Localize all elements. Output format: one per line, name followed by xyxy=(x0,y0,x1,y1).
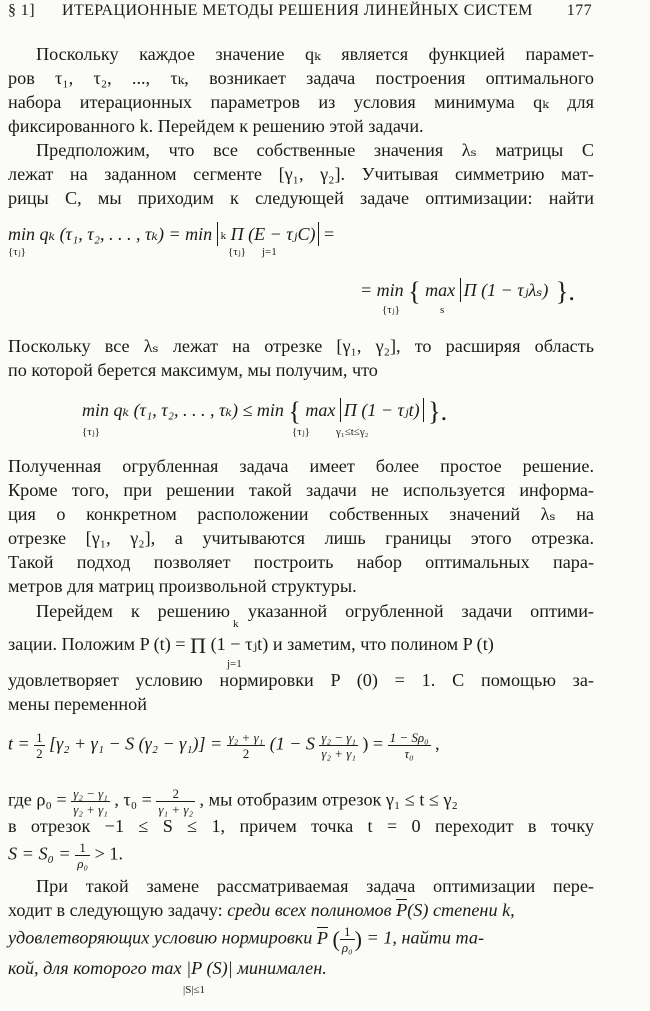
eq1-line2-abs xyxy=(460,278,552,302)
eq3-t: t = xyxy=(8,733,30,754)
para6-tau-frac xyxy=(156,786,195,817)
para7-line1: При такой замене рассматриваемая задача оптимизации пере- xyxy=(36,876,594,896)
para7-line3 xyxy=(8,924,484,955)
para6-s-num: 1 xyxy=(75,840,90,856)
para7-l3a: удовлетворяющих условию нормировки xyxy=(8,927,313,948)
para1-line4: фиксированного k. Перейдем к решению этой задачи. xyxy=(8,116,424,136)
eq1-brace-open: { xyxy=(408,276,421,306)
para7-l4a: кой, для которого xyxy=(8,958,147,978)
para6-l3a: S = S₀ = xyxy=(8,843,71,864)
para6-tau-num: 2 xyxy=(156,786,195,802)
eq3-half-num: 1 xyxy=(36,730,43,745)
para5-l2b: (1 − τⱼt) и заметим, что полином P (t) xyxy=(210,634,494,654)
eq3-frac2-den: 2 xyxy=(242,746,250,761)
para7-l2a: ходит в следующую задачу: xyxy=(8,900,223,920)
eq3-frac2 xyxy=(227,730,266,761)
para5-prod: Π xyxy=(190,632,207,658)
eq1-line2-body: Π (1 − τⱼλₛ) xyxy=(463,280,549,300)
eq1-line2-max: max xyxy=(425,280,456,300)
para6-l3b: > 1. xyxy=(94,843,124,864)
para6-l1b: , τ₀ = xyxy=(114,789,152,810)
para7-l2c: P xyxy=(396,900,408,920)
section-marker: § 1] xyxy=(8,2,35,19)
para6-rho-frac xyxy=(71,786,110,817)
eq3-frac3-num: γ₂ − γ₁ xyxy=(321,730,356,745)
para7-paren-open: ( xyxy=(332,926,340,952)
para1-line3: набора итерационных параметров из условия минимума qₖ для xyxy=(8,92,594,112)
eq3-frac3-den: γ₂ + γ₁ xyxy=(321,746,356,761)
para4-line5: Такой подход позволяет построить набор оптимальных пара- xyxy=(8,552,594,572)
para7-l4c: минимален. xyxy=(237,958,327,978)
eq1-lhs: min qₖ (τ₁, τ₂, . . . , τₖ) = min xyxy=(8,224,213,244)
para7-l2b: среди всех полиномов xyxy=(227,900,392,920)
para6-line3 xyxy=(8,840,123,871)
equation-1-line1 xyxy=(8,222,334,246)
para2-line1: Предположим, что все собственные значения λₛ матрицы C xyxy=(36,140,594,160)
eq1-rhs-sub: {τⱼ} xyxy=(228,246,246,258)
para7-l4b: |P (S)| xyxy=(186,958,233,978)
eq1-line2-end: }. xyxy=(555,276,575,306)
eq3-frac2-num: γ₂ + γ₁ xyxy=(228,730,264,745)
para3-line1: Поскольку все λₛ лежат на отрезке [γ₁, γ₂], то расширяя область xyxy=(8,336,594,356)
eq1-line2-sub: {τⱼ} xyxy=(382,304,400,316)
para6-l1a: где ρ₀ = xyxy=(8,789,67,810)
para4-line4: отрезке [γ₁, γ₂], а учитываются лишь границы этого отрезка. xyxy=(8,528,594,548)
eq2-end: }. xyxy=(428,396,448,426)
eq1-tail: = xyxy=(323,224,335,244)
eq3-frac4 xyxy=(388,730,431,761)
eq2-body: Π (1 − τⱼt) xyxy=(343,400,420,420)
para4-line3: ция о конкретном расположении собственных значений λₛ на xyxy=(8,504,594,524)
para2-line3: рицы C, мы приходим к следующей задаче оптимизации: найти xyxy=(8,188,594,208)
eq3-frac3 xyxy=(319,730,358,761)
eq2-lhs: min qₖ (τ₁, τ₂, . . . , τₖ) ≤ min xyxy=(82,400,284,420)
para6-line1 xyxy=(8,786,458,817)
eq2-lhs-sub: {τⱼ} xyxy=(82,426,100,438)
eq3-paren-end: ) = xyxy=(362,733,384,754)
para7-l2d: (S) степени k, xyxy=(407,900,515,920)
page-number: 177 xyxy=(566,2,592,19)
eq2-max-sub: γ₁≤t≤γ₂ xyxy=(336,426,369,438)
para5-line1: Перейдем к решению указанной огрубленной задачи оптими- xyxy=(36,601,594,621)
para1-line2: ров τ₁, τ₂, ..., τₖ, возникает задача построения оптимального xyxy=(8,68,594,88)
para7-num: 1 xyxy=(340,924,355,940)
para7-l3b: = 1, найти та- xyxy=(366,927,485,948)
para2-line2: лежат на заданном сегменте [γ₁, γ₂]. Учитывая симметрию мат- xyxy=(8,164,594,184)
running-title: ИТЕРАЦИОННЫЕ МЕТОДЫ РЕШЕНИЯ ЛИНЕЙНЫХ СИСТЕМ xyxy=(62,2,533,19)
para7-line4 xyxy=(8,956,327,980)
eq3-frac4-num: 1 − Sρ₀ xyxy=(389,730,429,745)
para5-line2 xyxy=(8,632,494,658)
eq3-mid: [γ₂ + γ₁ − S (γ₂ − γ₁)] = xyxy=(49,733,223,754)
equation-3 xyxy=(8,730,440,761)
eq3-half xyxy=(34,730,45,761)
para6-line2: в отрезок −1 ≤ S ≤ 1, причем точка t = 0 переходит в точку xyxy=(8,816,594,836)
eq1-line2-max-sub: s xyxy=(440,304,445,316)
para4-line6: метров для матриц произвольной структуры. xyxy=(8,576,357,596)
para7-paren-close: ) xyxy=(354,926,362,952)
eq3-half-den: 2 xyxy=(36,746,43,761)
para6-tau-den: γ₁ + γ₂ xyxy=(158,802,193,817)
eq1-norm-body: Π (E − τⱼC) xyxy=(230,224,316,244)
para7-l3p: P xyxy=(316,927,328,948)
para6-s-den: ρ₀ xyxy=(77,856,89,871)
para6-rho-num: γ₂ − γ₁ xyxy=(73,786,108,801)
para3-line2: по которой берется максимум, мы получим, что xyxy=(8,360,378,380)
eq3-paren: (1 − S xyxy=(269,733,315,754)
para5-l2a: зации. Положим P (t) = xyxy=(8,634,186,654)
eq2-abs xyxy=(340,398,424,422)
para6-s-frac xyxy=(75,840,90,871)
eq2-brace-open: { xyxy=(288,396,301,426)
eq2-rhs-sub: {τⱼ} xyxy=(292,426,310,438)
eq3-end: , xyxy=(435,733,440,754)
para5-line4: мены переменной xyxy=(8,694,147,714)
para7-frac xyxy=(340,924,355,955)
para5-prod-bottom: j=1 xyxy=(227,658,242,670)
equation-2 xyxy=(82,398,447,424)
eq2-max: max xyxy=(305,400,336,420)
para7-den: ρ₀ xyxy=(341,940,353,955)
para7-line2 xyxy=(8,898,515,922)
para7-max-sub: |S|≤1 xyxy=(183,984,206,996)
eq1-prod-top: k xyxy=(220,229,227,242)
para6-l1c: , мы отобразим отрезок γ₁ ≤ t ≤ γ₂ xyxy=(199,789,458,810)
para5-line3: удовлетворяет условию нормировки P (0) = 1. С помощью за- xyxy=(8,670,594,690)
para7-l4max: max xyxy=(151,958,182,978)
para4-line1: Полученная огрубленная задача имеет более простое решение. xyxy=(8,456,594,476)
para5-prod-top: k xyxy=(233,618,239,630)
para6-rho-den: γ₂ + γ₁ xyxy=(73,802,108,817)
eq3-frac4-den: τ₀ xyxy=(404,746,414,761)
para1-line1: Поскольку каждое значение qₖ является функцией парамет- xyxy=(36,44,594,64)
eq1-lhs-sub: {τⱼ} xyxy=(8,246,26,258)
para4-line2: Кроме того, при решении такой задачи не используется информа- xyxy=(8,480,594,500)
eq1-prod-bottom: j=1 xyxy=(262,246,277,258)
eq1-line2-pre: = min xyxy=(360,280,404,300)
